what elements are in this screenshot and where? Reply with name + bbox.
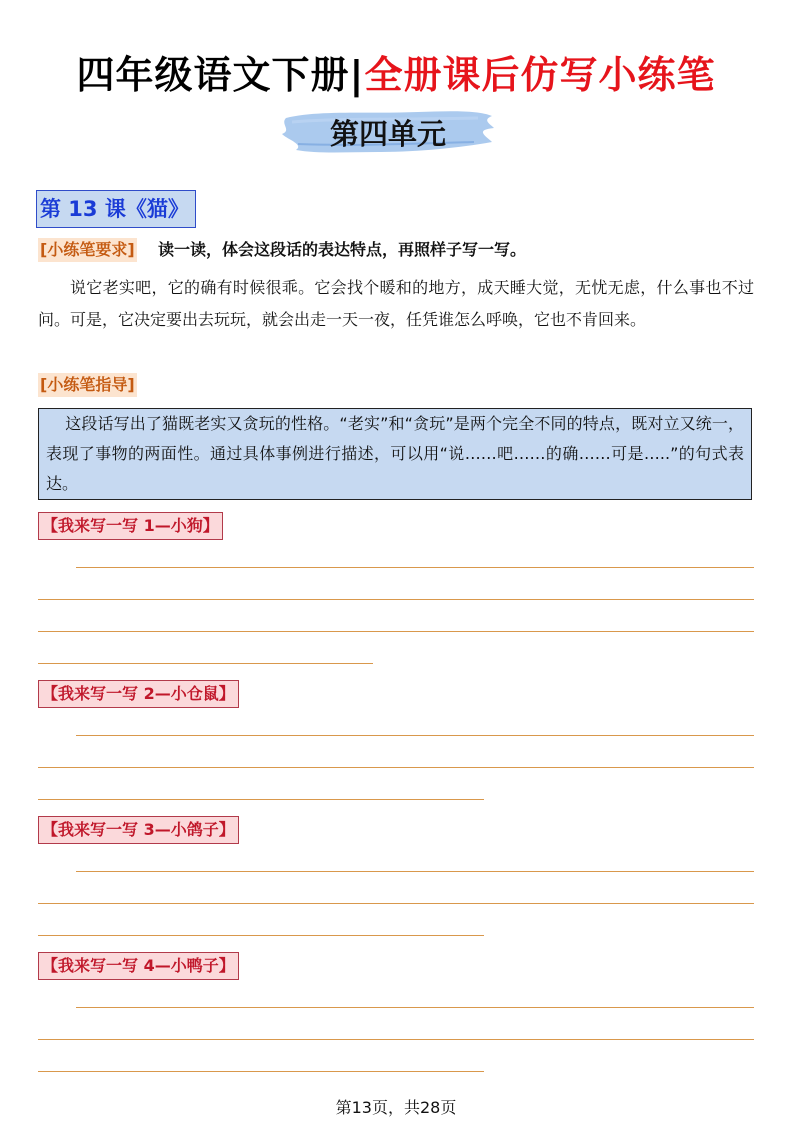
writing-line[interactable] — [38, 631, 754, 632]
writing-line[interactable] — [76, 871, 754, 872]
exercise-label-3: 【我来写一写 3—小鸽子】 — [38, 816, 239, 844]
writing-line[interactable] — [38, 1071, 484, 1072]
writing-line[interactable] — [38, 767, 754, 768]
writing-line[interactable] — [76, 735, 754, 736]
unit-title: 第四单元 — [329, 117, 446, 151]
requirement-tag: [小练笔要求] — [38, 238, 137, 262]
writing-line[interactable] — [76, 1007, 754, 1008]
title-grade: 四年级语文下册| — [76, 53, 365, 97]
lesson-title: 第 13 课《猫》 — [36, 190, 196, 228]
writing-line[interactable] — [38, 663, 373, 664]
writing-line[interactable] — [38, 935, 484, 936]
guide-tag: [小练笔指导] — [38, 373, 137, 397]
title-subject: 全册课后仿写小练笔 — [364, 53, 716, 97]
page-title — [0, 44, 792, 99]
page-number: 第13页，共28页 — [335, 1098, 457, 1117]
writing-line[interactable] — [38, 1039, 754, 1040]
unit-banner — [278, 104, 498, 160]
writing-line[interactable] — [38, 599, 754, 600]
exercise-label-1: 【我来写一写 1—小狗】 — [38, 512, 223, 540]
guide-box: 这段话写出了猫既老实又贪玩的性格。“老实”和“贪玩”是两个完全不同的特点，既对立又统一，表现了事物的两面性。通过具体事例进行描述，可以用“说……吧……的确……可是…..”的句式表达。 — [38, 408, 752, 500]
writing-line[interactable] — [38, 799, 484, 800]
writing-line[interactable] — [76, 567, 754, 568]
requirement-text: 读一读，体会这段话的表达特点，再照样子写一写。 — [158, 240, 527, 259]
exercise-label-2: 【我来写一写 2—小仓鼠】 — [38, 680, 239, 708]
exercise-label-4: 【我来写一写 4—小鸭子】 — [38, 952, 239, 980]
writing-line[interactable] — [38, 903, 754, 904]
passage-text: 说它老实吧，它的确有时候很乖。它会找个暖和的地方，成天睡大觉，无忧无虑，什么事也不过问。可是，它决定要出去玩玩，就会出走一天一夜，任凭谁怎么呼唤，它也不肯回来。 — [38, 278, 754, 329]
